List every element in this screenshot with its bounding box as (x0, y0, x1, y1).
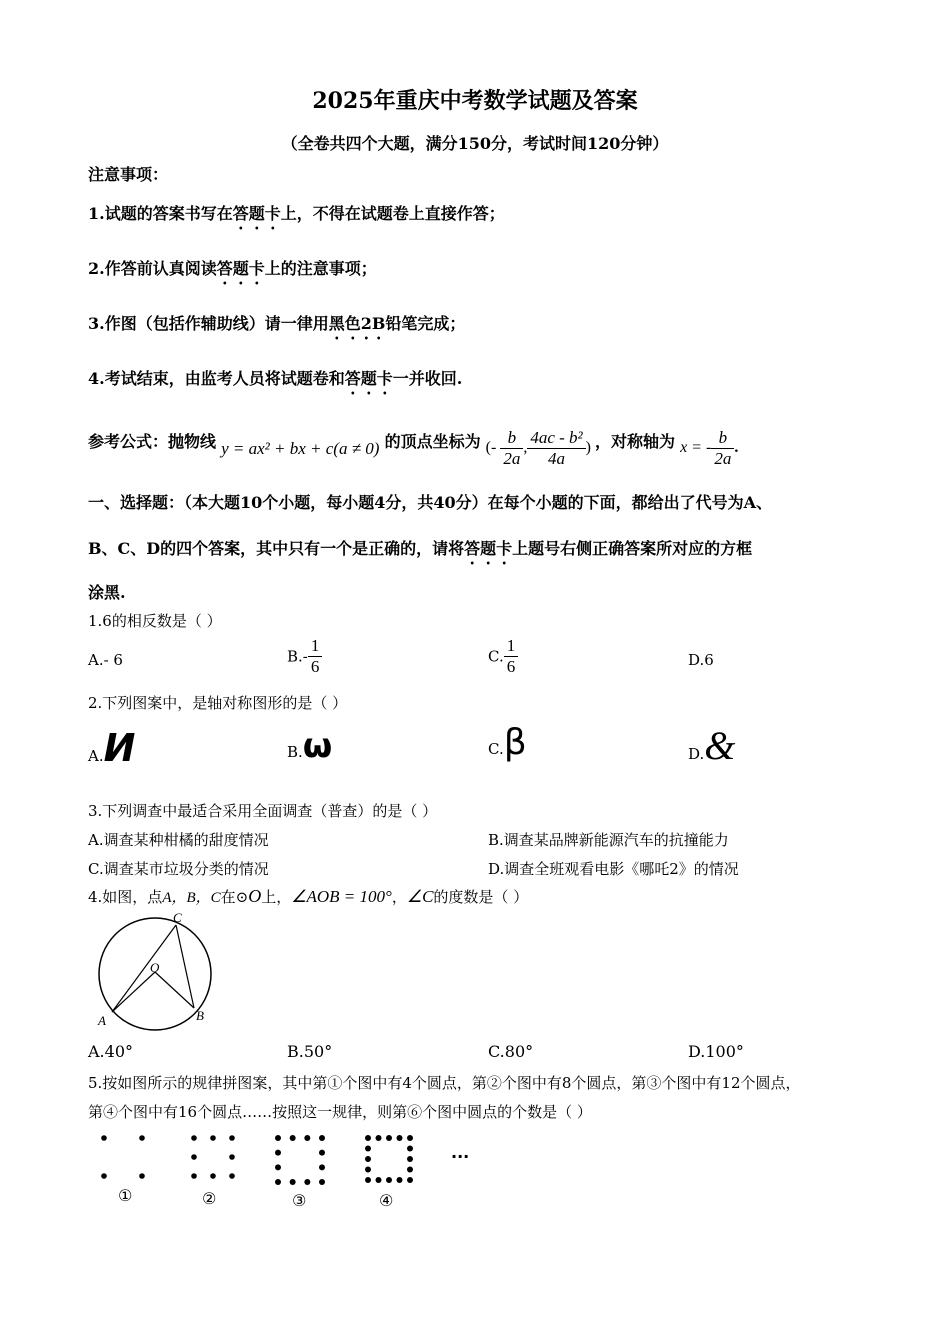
question-5-line-1: 5.按如图所示的规律拼图案，其中第①个图中有4个圆点，第②个图中有8个圆点，第③个图中有12个圆点， (88, 1074, 801, 1092)
pattern-4-dot (407, 1167, 413, 1173)
pattern-4-dot (365, 1146, 371, 1152)
pattern-2-dot (229, 1135, 235, 1141)
q1-option-b[interactable]: B.- $\frac{1}{6}$ (287, 636, 322, 677)
pattern-2-dot (229, 1173, 235, 1179)
glyph-i-reversed: И (103, 726, 136, 770)
q4-option-a[interactable]: A.40° (88, 1042, 133, 1061)
pattern-4-dot (365, 1156, 371, 1162)
note-4: 4.考试结束，由监考人员将试题卷和答题卡一并收回. (88, 369, 463, 388)
q2-option-a[interactable]: A.И (88, 726, 136, 770)
pattern-4-dot (365, 1135, 371, 1141)
pattern-label-1: ① (118, 1186, 133, 1205)
q3-option-c[interactable]: C.调查某市垃圾分类的情况 (88, 860, 269, 878)
section-1-line-1: 一、选择题：（本大题10个小题，每小题4分，共40分）在每个小题的下面，都给出了代号为A、 (88, 493, 773, 512)
pattern-3-dot (275, 1135, 281, 1141)
pattern-4-dot (376, 1135, 382, 1141)
axis-formula: x = - $\frac{b}{2a}$ . (680, 428, 739, 468)
segment-ob (155, 972, 194, 1008)
pattern-2-dot (191, 1154, 197, 1160)
pattern-4-dot (407, 1135, 413, 1141)
pattern-4-dot (365, 1167, 371, 1173)
pattern-4-dot (386, 1135, 392, 1141)
pattern-4-dot (407, 1146, 413, 1152)
pattern-3-dot (290, 1179, 296, 1185)
pattern-label-2: ② (202, 1189, 217, 1208)
question-4-stem: 4.如图，点A，B，C在⊙O上，∠AOB = 100°，∠C的度数是（ ） (88, 886, 529, 906)
pattern-3-dot (275, 1164, 281, 1170)
pattern-3-dot (275, 1179, 281, 1185)
pattern-1-dot (139, 1173, 145, 1179)
page-title: 2025年重庆中考数学试题及答案 (312, 88, 638, 114)
pattern-3-dot (319, 1164, 325, 1170)
pattern-2-dot (210, 1173, 216, 1179)
section-1-line-2: B、C、D的四个答案，其中只有一个是正确的，请将答题卡上题号右侧正确答案所对应的方框 (88, 539, 753, 558)
pattern-2-dot (191, 1135, 197, 1141)
q4-option-c[interactable]: C.80° (488, 1042, 534, 1061)
pattern-4-dot (397, 1135, 403, 1141)
exam-info: （全卷共四个大题，满分150分，考试时间120分钟） (281, 134, 669, 153)
circle-diagram (90, 910, 220, 1035)
ellipsis: ··· (451, 1147, 470, 1166)
pattern-3-dot (319, 1135, 325, 1141)
note-2: 2.作答前认真阅读答题卡上的注意事项； (88, 259, 377, 278)
pattern-2 (191, 1135, 235, 1179)
segment-cb (176, 925, 194, 1008)
glyph-omega: ω (302, 726, 333, 766)
question-1-stem: 1.6的相反数是（ ） (88, 612, 222, 630)
point-label-o: O (150, 960, 160, 975)
pattern-3-dot (304, 1179, 310, 1185)
pattern-3-dot (304, 1135, 310, 1141)
question-2-stem: 2.下列图案中，是轴对称图形的是（ ） (88, 694, 348, 712)
pattern-label-4: ④ (379, 1191, 394, 1210)
q3-option-d[interactable]: D.调查全班观看电影《哪吒2》的情况 (488, 860, 739, 878)
q4-option-d[interactable]: D.100° (688, 1042, 744, 1061)
point-label-c: C (173, 910, 182, 925)
pattern-4 (365, 1135, 413, 1183)
q1-option-d[interactable]: D.6 (688, 651, 714, 669)
pattern-4-dot (397, 1177, 403, 1183)
segment-ao (112, 972, 155, 1012)
q3-option-b[interactable]: B.调查某品牌新能源汽车的抗撞能力 (488, 831, 729, 849)
pattern-3-dot (275, 1150, 281, 1156)
pattern-3-dot (319, 1179, 325, 1185)
glyph-beta: β (503, 722, 527, 763)
pattern-2-dot (210, 1135, 216, 1141)
note-3: 3.作图（包括作辅助线）请一律用黑色2B铅笔完成； (88, 314, 466, 333)
pattern-1-dot (139, 1135, 145, 1141)
question-5-line-2: 第④个图中有16个圆点……按照这一规律，则第⑥个图中圆点的个数是（ ） (88, 1103, 592, 1121)
pattern-4-dot (365, 1177, 371, 1183)
glyph-ampersand: & (704, 723, 736, 768)
pattern-3-dot (319, 1150, 325, 1156)
point-label-b: B (196, 1008, 204, 1023)
question-3-stem: 3.下列调查中最适合采用全面调查（普查）的是（ ） (88, 802, 438, 820)
pattern-4-dot (407, 1177, 413, 1183)
q3-option-a[interactable]: A.调查某种柑橘的甜度情况 (88, 831, 269, 849)
pattern-1-dot (101, 1173, 107, 1179)
pattern-2-dot (229, 1154, 235, 1160)
pattern-1 (101, 1135, 145, 1179)
q2-option-b[interactable]: B.ω (287, 726, 333, 766)
point-label-a: A (98, 1013, 106, 1028)
note-1: 1.试题的答案书写在答题卡上，不得在试题卷上直接作答； (88, 204, 505, 223)
pattern-4-dot (407, 1156, 413, 1162)
pattern-1-dot (101, 1135, 107, 1141)
pattern-4-dot (386, 1177, 392, 1183)
q2-option-c[interactable]: C.β (488, 722, 527, 763)
reference-formula: 参考公式：抛物线 y = ax² + bx + c(a ≠ 0) 的顶点坐标为 (- $\frac{b}{2a}$ , $\frac{\text{4ac - b²}}{4a}$ ) ，对称轴为 x = - $\frac{b}{2a}$ . (88, 428, 739, 468)
pattern-3 (275, 1135, 325, 1185)
pattern-4-dot (376, 1177, 382, 1183)
q1-option-a[interactable]: A.- 6 (88, 651, 123, 669)
dot-pattern-figure (90, 1130, 490, 1215)
section-1-line-3: 涂黑. (88, 583, 126, 602)
pattern-2-dot (191, 1173, 197, 1179)
q4-option-b[interactable]: B.50° (287, 1042, 333, 1061)
segment-ac (112, 925, 176, 1012)
vertex-formula: (- $\frac{b}{2a}$ , $\frac{\text{4ac - b²}}{4a}$ ) (485, 428, 591, 468)
pattern-3-dot (290, 1135, 296, 1141)
q2-option-d[interactable]: D.& (688, 723, 736, 768)
notes-heading: 注意事项： (88, 165, 169, 184)
q1-option-c[interactable]: C. $\frac{1}{6}$ (488, 636, 518, 677)
pattern-label-3: ③ (292, 1191, 307, 1210)
parabola-equation: y = ax² + bx + c(a ≠ 0) (221, 438, 380, 458)
